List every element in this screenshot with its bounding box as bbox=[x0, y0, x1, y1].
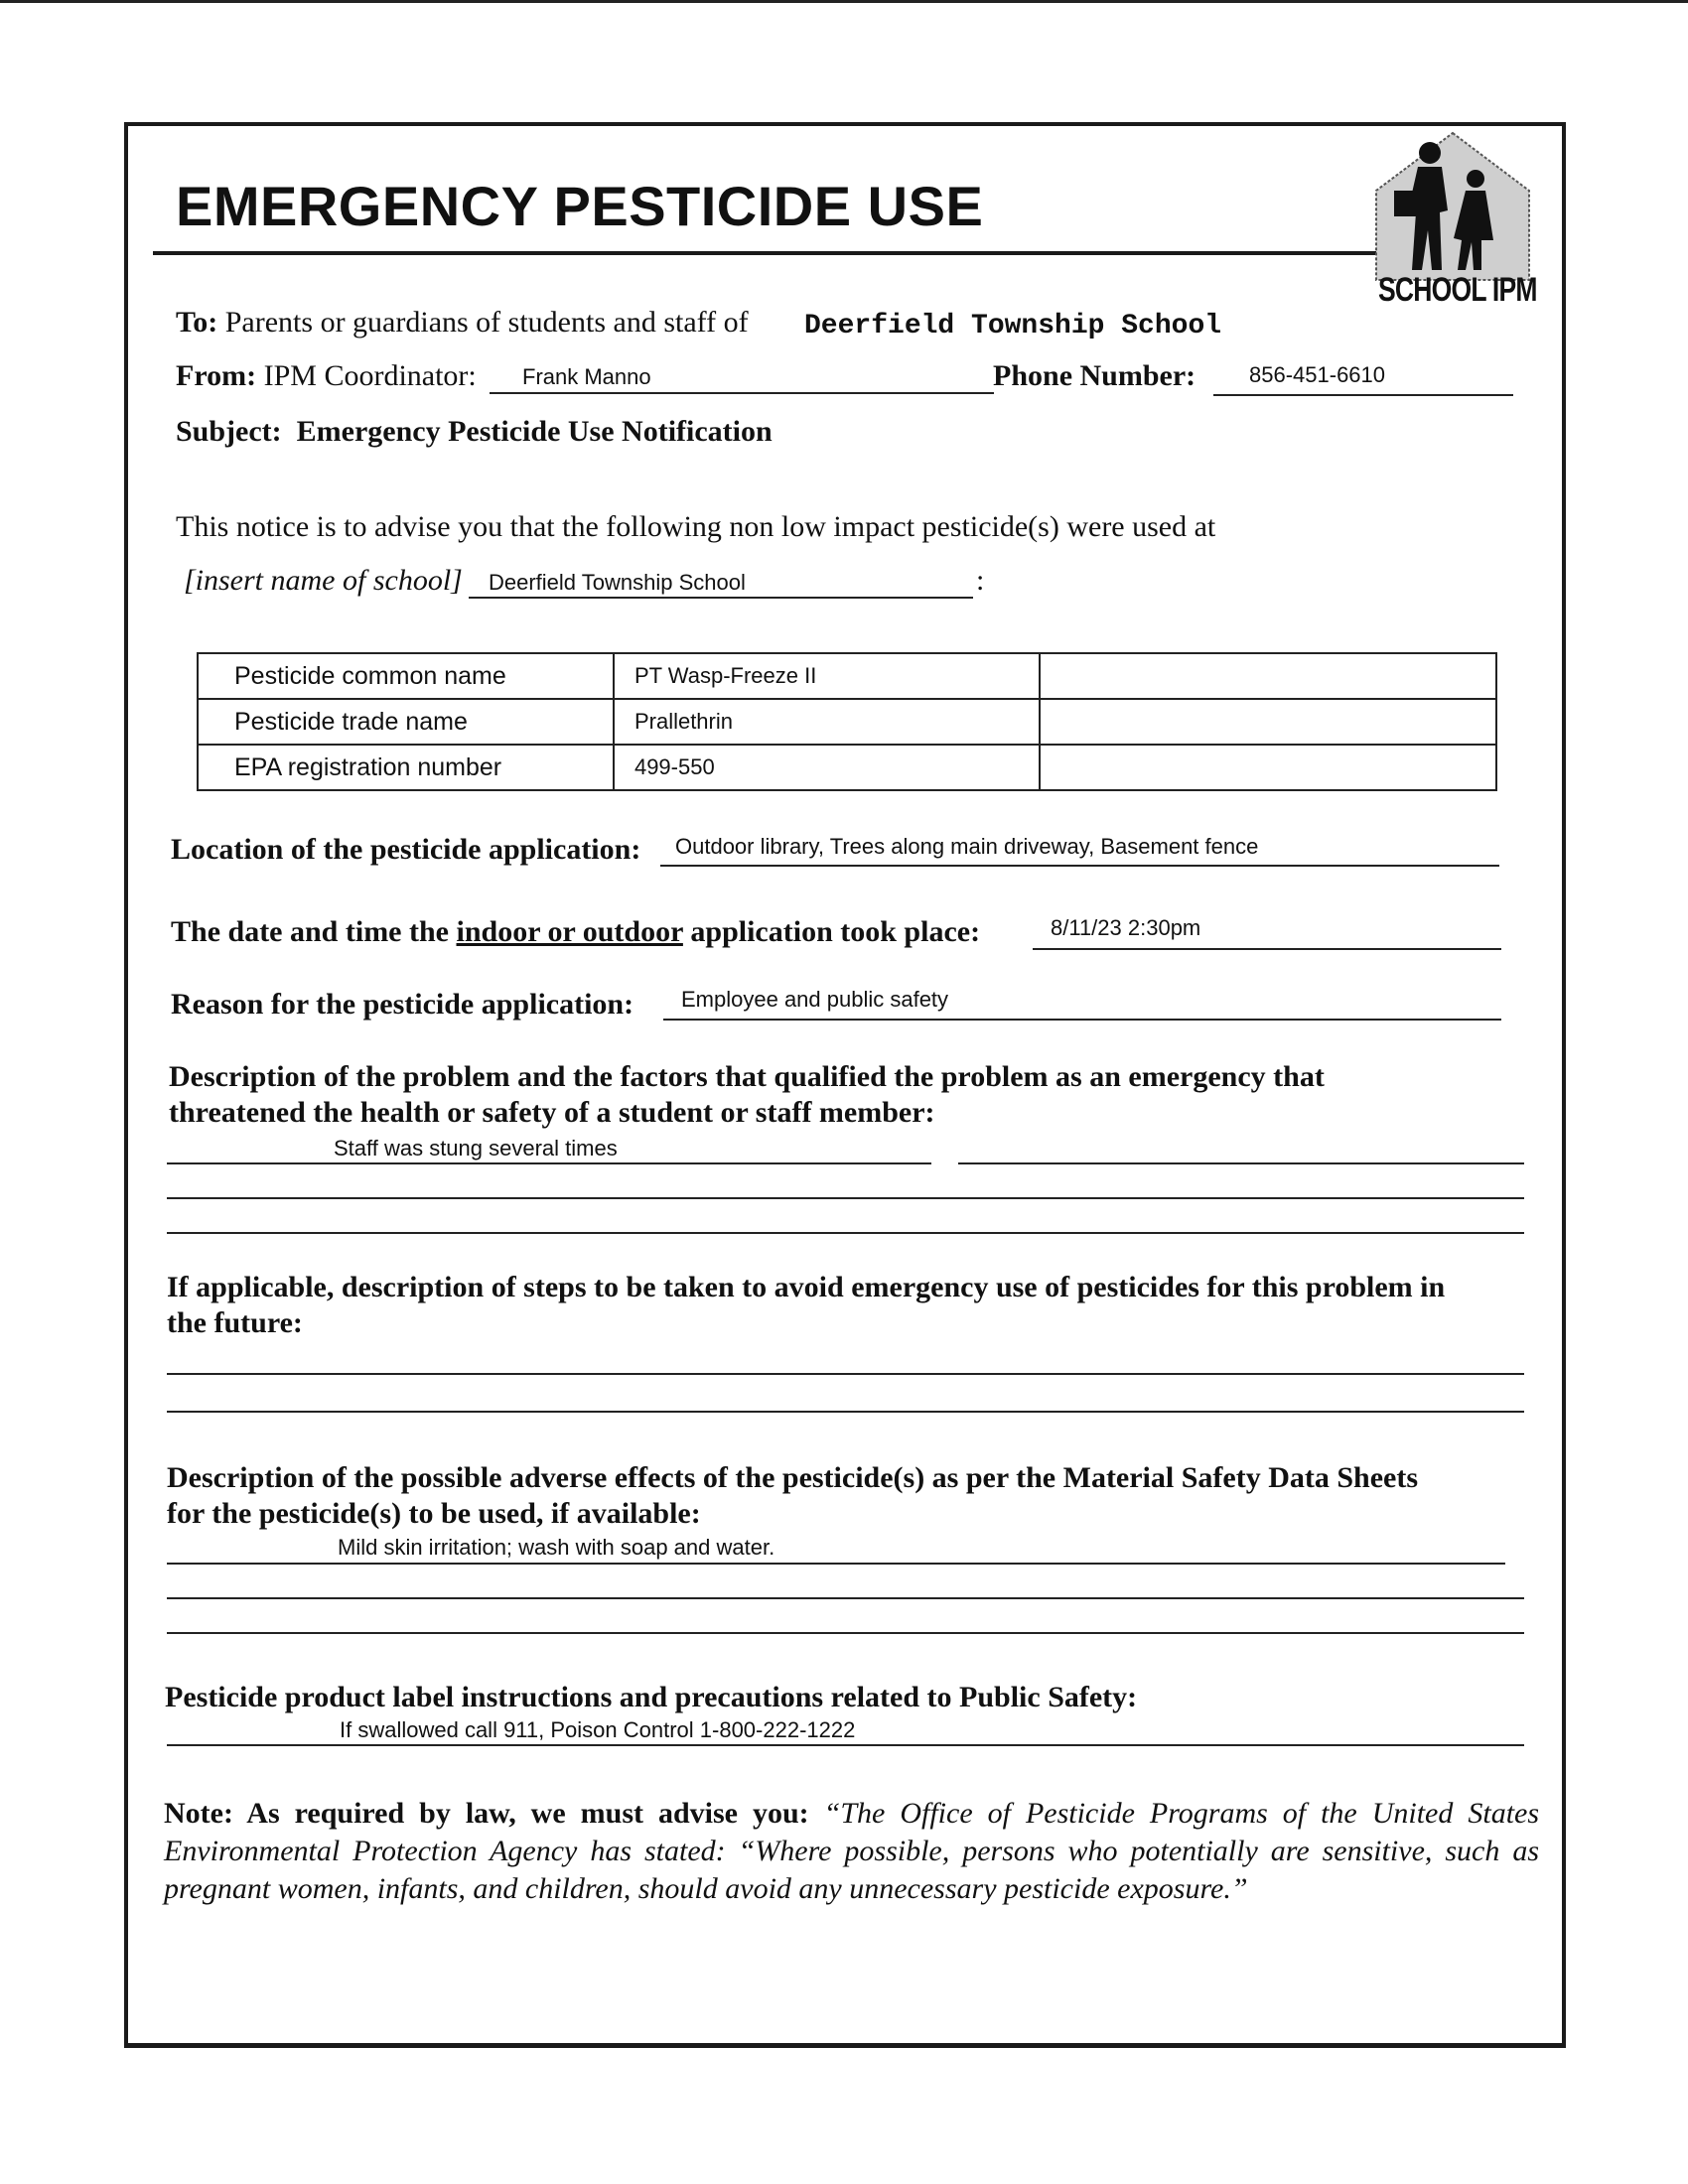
problem-underline-1a bbox=[167, 1162, 931, 1164]
from-underline bbox=[490, 392, 994, 394]
date-label bbox=[171, 915, 980, 949]
effects-label-2: for the pesticide(s) to be used, if available: bbox=[167, 1497, 701, 1530]
location-label: Location of the pesticide application: bbox=[171, 833, 641, 866]
school-value: Deerfield Township School bbox=[489, 570, 746, 595]
effects-underline-2 bbox=[167, 1597, 1524, 1599]
from-line bbox=[176, 359, 477, 393]
phone-underline bbox=[1213, 394, 1513, 396]
row-value: 499-550 bbox=[614, 745, 1040, 790]
row-value: Prallethrin bbox=[614, 699, 1040, 745]
row-label: EPA registration number bbox=[198, 745, 614, 790]
note-lead: Note: As required by law, we must advise you: bbox=[164, 1797, 809, 1830]
subject-value: Emergency Pesticide Use Notification bbox=[296, 415, 773, 448]
reason-value: Employee and public safety bbox=[681, 987, 949, 1012]
logo-caption: SCHOOL IPM bbox=[1378, 271, 1537, 309]
label-instructions-underline bbox=[167, 1744, 1524, 1746]
problem-value: Staff was stung several times bbox=[334, 1136, 618, 1160]
from-text: IPM Coordinator: bbox=[263, 359, 477, 392]
steps-label-2: the future: bbox=[167, 1306, 303, 1339]
row-label: Pesticide common name bbox=[198, 653, 614, 699]
date-value: 8/11/23 2:30pm bbox=[1051, 915, 1201, 940]
row-value: PT Wasp-Freeze II bbox=[614, 653, 1040, 699]
label-instructions-label: Pesticide product label instructions and precautions related to Public Safety: bbox=[165, 1681, 1138, 1713]
row-label: Pesticide trade name bbox=[198, 699, 614, 745]
table-row bbox=[198, 699, 1496, 745]
label-instructions-value: If swallowed call 911, Poison Control 1-800-222-1222 bbox=[340, 1717, 856, 1742]
phone-value: 856-451-6610 bbox=[1249, 362, 1386, 387]
legal-note bbox=[164, 1795, 1539, 1908]
pesticide-table bbox=[197, 652, 1497, 791]
date-label-pre: The date and time the bbox=[171, 915, 449, 948]
steps-label-1: If applicable, description of steps to be taken to avoid emergency use of pesticides for this problem in bbox=[167, 1271, 1446, 1303]
effects-label-1: Description of the possible adverse effects of the pesticide(s) as per the Material Safety Data Sheets bbox=[167, 1461, 1419, 1494]
row-extra bbox=[1040, 653, 1496, 699]
problem-underline-1b bbox=[958, 1162, 1524, 1164]
to-value: Deerfield Township School bbox=[804, 311, 1222, 341]
date-label-post: application took place: bbox=[690, 915, 981, 948]
notice-intro: This notice is to advise you that the following non low impact pesticide(s) were used at bbox=[176, 510, 1216, 543]
to-line bbox=[176, 306, 749, 340]
effects-underline-1 bbox=[167, 1563, 1505, 1565]
school-label: [insert name of school] bbox=[184, 564, 463, 597]
location-value: Outdoor library, Trees along main driveway, Basement fence bbox=[675, 834, 1259, 859]
form-title: EMERGENCY PESTICIDE USE bbox=[176, 175, 984, 237]
steps-underline-2 bbox=[167, 1411, 1524, 1413]
problem-label-2: threatened the health or safety of a student or staff member: bbox=[169, 1096, 935, 1129]
effects-underline-3 bbox=[167, 1632, 1524, 1634]
date-underline bbox=[1033, 948, 1501, 950]
phone-label: Phone Number: bbox=[993, 359, 1196, 392]
location-underline bbox=[660, 865, 1499, 867]
school-underline bbox=[469, 597, 973, 599]
row-extra bbox=[1040, 699, 1496, 745]
from-value: Frank Manno bbox=[522, 364, 651, 389]
reason-label: Reason for the pesticide application: bbox=[171, 988, 634, 1021]
problem-label-1: Description of the problem and the factors that qualified the problem as an emergency that bbox=[169, 1060, 1325, 1093]
date-label-underlined: indoor or outdoor bbox=[456, 915, 683, 948]
problem-underline-3 bbox=[167, 1232, 1524, 1234]
table-row bbox=[198, 745, 1496, 790]
table-row bbox=[198, 653, 1496, 699]
problem-underline-2 bbox=[167, 1197, 1524, 1199]
effects-value: Mild skin irritation; wash with soap and water. bbox=[338, 1535, 775, 1560]
to-text: Parents or guardians of students and staff of bbox=[224, 306, 749, 339]
reason-underline bbox=[663, 1019, 1501, 1021]
from-label: From: bbox=[176, 359, 257, 392]
subject-label: Subject: bbox=[176, 415, 282, 448]
row-extra bbox=[1040, 745, 1496, 790]
title-rule bbox=[153, 251, 1384, 255]
to-label: To: bbox=[176, 306, 218, 339]
steps-underline-1 bbox=[167, 1373, 1524, 1375]
scan-top-edge bbox=[0, 0, 1688, 3]
school-colon: : bbox=[976, 564, 985, 597]
subject-line bbox=[176, 415, 773, 449]
note-quote: “The Office of Pesticide Programs of the United States Environmental Protection Agency has stated: “Where possible, persons who potentially are sensitive, such as pregnant women, infants, and children, should avoid any unnecessary pesticide exposure.” bbox=[164, 1797, 1540, 1905]
